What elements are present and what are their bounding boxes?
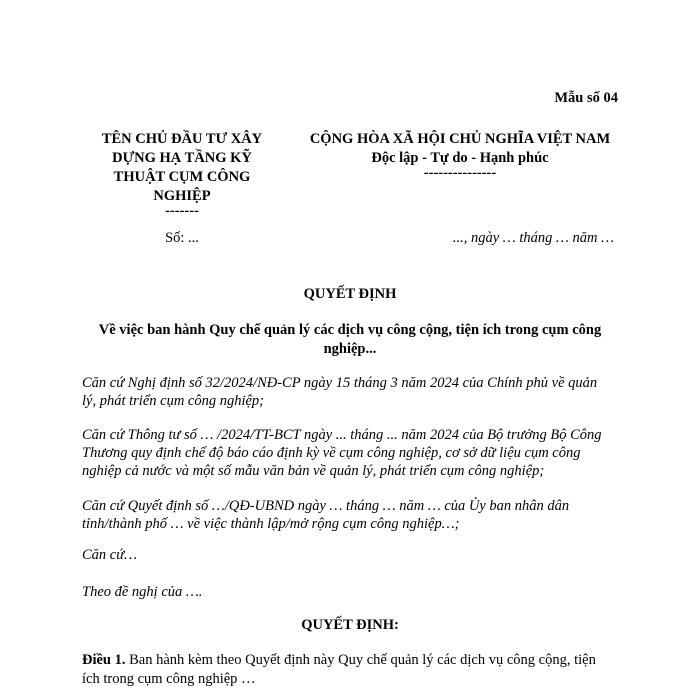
- national-title: CỘNG HÒA XÃ HỘI CHỦ NGHĨA VIỆT NAM: [309, 131, 611, 147]
- document-subject: [82, 321, 618, 359]
- paragraph-line: Căn cứ Nghị định số 32/2024/NĐ-CP ngày 15 tháng 3 năm 2024 của Chính phủ về quản: [82, 375, 598, 391]
- proposal-paragraph: [82, 583, 618, 601]
- header-divider: ---------------: [423, 165, 497, 181]
- investor-header-line: THUẬT CỤM CÔNG: [113, 169, 251, 185]
- paragraph-line: Căn cứ…: [82, 547, 138, 563]
- investor-header-line: TÊN CHỦ ĐẦU TƯ XÂY: [101, 131, 263, 147]
- subject-line: Về việc ban hành Quy chế quản lý các dịch vụ công cộng, tiện ích trong cụm công: [98, 322, 602, 338]
- article-label: Điều 1.: [82, 652, 126, 668]
- article-line: ích trong cụm công nghiệp …: [82, 671, 256, 687]
- legal-basis-paragraph: [82, 374, 618, 410]
- legal-basis-paragraph: [82, 497, 618, 533]
- subject-line: nghiệp...: [323, 341, 377, 357]
- paragraph-line: Căn cứ Quyết định số …/QĐ-UBND ngày … tháng … năm … của Ủy ban nhân dân: [82, 498, 570, 514]
- decision-heading: QUYẾT ĐỊNH:: [301, 617, 399, 633]
- article-line: [82, 651, 618, 670]
- document-number: Số: ...: [165, 230, 199, 246]
- investor-header-line: DỰNG HẠ TẦNG KỸ: [112, 150, 252, 166]
- document-date: ..., ngày … tháng … năm …: [452, 230, 614, 246]
- investor-header-line: NGHIỆP: [153, 188, 211, 204]
- legal-basis-paragraph: [82, 426, 618, 480]
- article-text: Ban hành kèm theo Quyết định này Quy chế quản lý các dịch vụ công cộng, tiện: [125, 652, 596, 668]
- form-number: Mẫu số 04: [554, 90, 618, 106]
- document-title: QUYẾT ĐỊNH: [303, 286, 397, 302]
- paragraph-line: Theo đề nghị của ….: [82, 584, 203, 600]
- paragraph-line: Căn cứ Thông tư số … /2024/TT-BCT ngày ... tháng ... năm 2024 của Bộ trưởng Bộ Công: [82, 427, 602, 443]
- paragraph-line: Thương quy định chế độ báo cáo định kỳ về cụm công nghiệp, cơ sở dữ liệu cụm công: [82, 445, 581, 461]
- investor-header: [82, 130, 282, 219]
- legal-basis-paragraph: [82, 546, 618, 564]
- paragraph-line: lý, phát triển cụm công nghiệp;: [82, 393, 265, 409]
- header-divider: -------: [165, 203, 199, 219]
- article-1: [82, 651, 618, 689]
- national-motto: Độc lập - Tự do - Hạnh phúc: [371, 150, 549, 166]
- paragraph-line: tỉnh/thành phố … về việc thành lập/mở rộng cụm công nghiệp…;: [82, 516, 460, 532]
- national-header: [280, 130, 640, 181]
- paragraph-line: nghiệp cả nước và một số mẫu văn bản về quản lý, phát triển cụm công nghiệp;: [82, 463, 545, 479]
